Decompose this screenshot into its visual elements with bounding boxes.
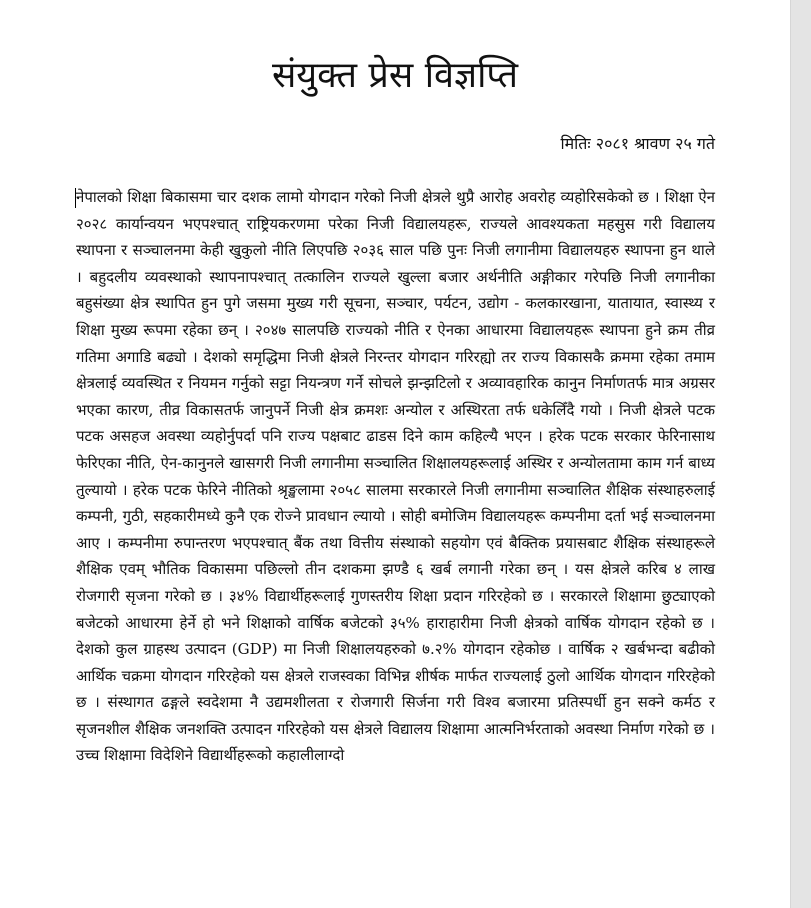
- document-body[interactable]: नेपालको शिक्षा बिकासमा चार दशक लामो योगदान गरेको निजी क्षेत्रले थुप्रै आरोह अवरोह व्यहोरिसकेको छ । शिक्षा ऐन २०२८ कार्यान्वयन भएपश्चात् राष्ट्रियकरणमा परेका निजी विद्यालयहरू, राज्यले आवश्यकता महसुस गरी विद्यालय स्थापना र सञ्चालनमा केही खुकुलो नीति लिएपछि २०३६ साल पछि पुनः निजी लगानीमा विद्यालयहरु स्थापना हुन थाले । बहुदलीय व्यवस्थाको स्थापनापश्चात् तत्कालिन राज्यले खुल्ला बजार अर्थनीति अङ्गीकार गरेपछि निजी लगानीका बहुसंख्या क्षेत्र स्थापित हुन पुगे जसमा मुख्य गरी सूचना, सञ्चार, पर्यटन, उद्योग - कलकारखाना, यातायात, स्वास्थ्य र शिक्षा मुख्य रूपमा रहेका छन् । २०४७ सालपछि राज्यको नीति र ऐनका आधारमा विद्यालयहरू स्थापना हुने क्रम तीव्र गतिमा अगाडि बढ्यो । देशको समृद्धिमा निजी क्षेत्रले निरन्तर योगदान गरिरह्यो तर राज्य विकासकै क्रममा रहेका तमाम क्षेत्रलाई व्यवस्थित र नियमन गर्नुको सट्टा नियन्त्रण गर्ने सोचले झन्झटिलो र अव्यावहारिक कानुन निर्माणतर्फ मात्र अग्रसर भएका कारण, तीव्र विकासतर्फ जानुपर्ने निजी क्षेत्र क्रमशः अन्योल र अस्थिरता तर्फ धकेलिँदै गयो । निजी क्षेत्रले पटक पटक असहज अवस्था व्यहोर्नुपर्दा पनि राज्य पक्षबाट ढाडस दिने काम कहिल्यै भएन । हरेक पटक सरकार फेरिनासाथ फेरिएका नीति, ऐन-कानुनले खासगरी निजी लगानीमा सञ्चालित शिक्षालयहरूलाई अस्थिर र अन्योलतामा काम गर्न बाध्य तुल्यायो । हरेक पटक फेरिने नीतिको श्रृङ्खलामा २०५८ सालमा सरकारले निजी लगानीमा सञ्चालित शैक्षिक संस्थाहरुलाई कम्पनी, गुठी, सहकारीमध्ये कुनै एक रोज्ने प्रावधान ल्यायो । सोही बमोजिम विद्यालयहरू कम्पनीमा दर्ता भई सञ्चालनमा आए । कम्पनीमा रुपान्तरण भएपश्चात् बैंक तथा वित्तीय संस्थाको सहयोग एवं बैक्तिक प्रयासबाट शैक्षिक संस्थाहरूले शैक्षिक एवम् भौतिक विकासमा पछिल्लो तीन दशकमा झण्डै ६ खर्ब लगानी गरेका छन् । यस क्षेत्रले करिब ४ लाख रोजगारी सृजना गरेको छ । ३४% विद्यार्थीहरूलाई गुणस्तरीय शिक्षा प्रदान गरिरहेको छ । सरकारले शिक्षामा छुट्याएको बजेटको आधारमा हेर्ने हो भने शिक्षाको वार्षिक बजेटको ३५% हाराहारीमा निजी क्षेत्रको वार्षिक योगदान रहेको छ । देशको कुल ग्राहस्थ उत्पादन (GDP) मा निजी शिक्षालयहरुको ७.२% योगदान रहेकोछ । वार्षिक २ खर्बभन्दा बढीको आर्थिक चक्रमा योगदान गरिरहेको यस क्षेत्रले राजस्वका विभिन्न शीर्षक मार्फत राज्यलाई ठुलो आर्थिक योगदान गरिरहेको छ । संस्थागत ढङ्गले स्वदेशमा नै उद्यमशीलता र रोजगारी सिर्जना गरी विश्व बजारमा प्रतिस्पर्धी हुन सक्ने कर्मठ र सृजनशील शैक्षिक जनशक्ति उत्पादन गरिरहेको यस क्षेत्रले विद्यालय शिक्षामा आत्मनिर्भरताको अवस्था निर्माण गरेको छ । उच्च शिक्षामा विदेशिने विद्यार्थीहरूको कहालीलाग्दो: [76, 188, 715, 765]
- document-date: मितिः २०८१ श्रावण २५ गते: [560, 134, 715, 153]
- vertical-scrollbar[interactable]: [790, 0, 811, 908]
- document-title: संयुक्त प्रेस विज्ञप्ति: [271, 55, 519, 96]
